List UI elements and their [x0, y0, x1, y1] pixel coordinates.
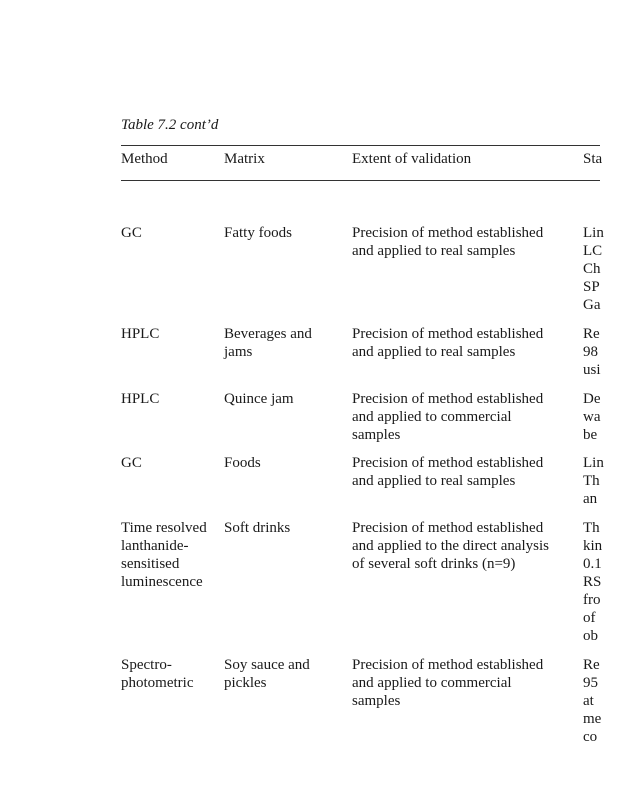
cell-statistics: Lin LC Ch SP Ga: [583, 225, 604, 313]
cell-method: GC: [121, 455, 142, 471]
header-extent-of-validation: Extent of validation: [352, 151, 472, 167]
header-statistics-truncated: Sta: [583, 151, 603, 167]
cell-validation: Precision of method established and applied to real samples: [352, 455, 544, 489]
cell-statistics: Lin Th an: [583, 455, 604, 507]
table-caption: Table 7.2 cont’d: [121, 117, 219, 133]
cell-validation: Precision of method established and applied to commercial samples: [352, 657, 544, 709]
table-row: [0, 454, 604, 509]
table-row: [0, 224, 604, 319]
cell-statistics: Re 98 usi: [583, 326, 601, 378]
table-header-rule: [121, 180, 600, 181]
table-top-rule: [121, 145, 600, 146]
cell-statistics: Re 95 at me co: [583, 657, 602, 745]
cell-method: HPLC: [121, 391, 160, 407]
table-row: [0, 519, 603, 644]
table-row: [0, 390, 600, 445]
cell-matrix: Fatty foods: [224, 225, 292, 241]
table-row: [0, 325, 600, 385]
table-row: [0, 656, 600, 751]
cell-method: HPLC: [121, 326, 160, 342]
cell-matrix: Soy sauce and pickles: [224, 657, 310, 691]
cell-validation: Precision of method established and applied to the direct analysis of several soft drinks (n=9): [352, 520, 550, 572]
cell-matrix: Quince jam: [224, 391, 294, 407]
cell-validation: Precision of method established and applied to commercial samples: [352, 391, 544, 443]
header-matrix: Matrix: [224, 151, 265, 167]
cell-method: Time resolved lanthanide- sensitised luminescence: [121, 520, 207, 590]
cell-validation: Precision of method established and applied to real samples: [352, 326, 544, 360]
cell-method: Spectro- photometric: [121, 657, 194, 691]
table-header-row: [0, 150, 603, 170]
header-method: Method: [121, 151, 168, 167]
cell-matrix: Foods: [224, 455, 261, 471]
cell-statistics: Th kin 0.1 RS fro of ob: [583, 520, 603, 644]
cell-validation: Precision of method established and applied to real samples: [352, 225, 544, 259]
cell-matrix: Soft drinks: [224, 520, 291, 536]
cell-statistics: De wa be: [583, 391, 601, 443]
cell-method: GC: [121, 225, 142, 241]
cell-matrix: Beverages and jams: [224, 326, 312, 360]
